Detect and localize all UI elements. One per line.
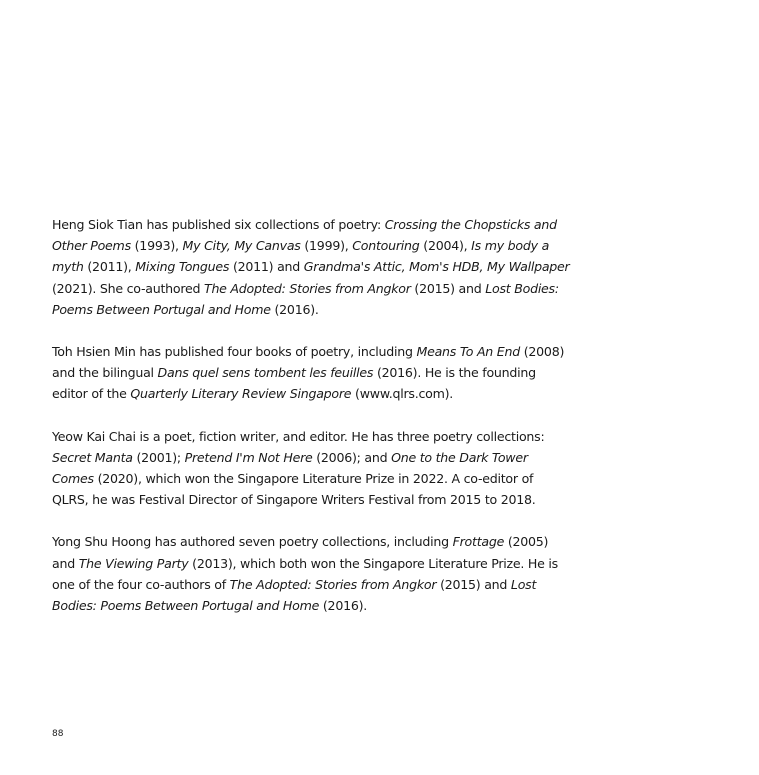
contributor-bio	[52, 341, 572, 405]
bio-text: (2015) and	[410, 280, 486, 296]
book-title: Contouring	[352, 238, 420, 254]
bio-text: (2015) and	[436, 576, 511, 592]
book-title: The Adopted: Stories from Angkor	[204, 280, 411, 296]
contributor-bio	[52, 426, 572, 511]
book-title: The Adopted: Stories from Angkor	[229, 576, 437, 592]
bio-text: Yeow Kai Chai is a poet, fiction writer, and editor. He has three poetry collections:	[52, 428, 545, 444]
bio-text: (2016). He is the founding editor of the	[52, 365, 536, 402]
bio-text: (2016).	[270, 301, 319, 317]
bio-text: (1993),	[130, 238, 183, 254]
book-title: Grandma's Attic, Mom's HDB, My Wallpaper	[303, 259, 570, 275]
book-title: The Viewing Party	[78, 555, 189, 571]
bio-text: Yong Shu Hoong has authored seven poetry collections, including	[52, 534, 453, 550]
book-title: Pretend I'm Not Here	[184, 449, 313, 465]
book-title: Dans quel sens tombent les feuilles	[157, 365, 374, 381]
book-title: Means To An End	[416, 344, 520, 360]
book-title: Lost Bodies: Poems Between Portugal and Home	[52, 280, 559, 317]
bio-text: (www.qlrs.com).	[351, 386, 454, 402]
bio-text: Heng Siok Tian has published six collections of poetry:	[52, 217, 385, 232]
bio-text: (2011) and	[229, 259, 304, 275]
bio-text: (2006); and	[312, 449, 392, 465]
bio-text: (2005) and	[52, 534, 549, 571]
contributor-bios	[52, 214, 572, 637]
bio-text: (2021). She co-authored	[52, 280, 204, 296]
bio-text: (2004),	[419, 238, 472, 254]
contributor-bio	[52, 531, 572, 616]
book-title: Lost Bodies: Poems Between Portugal and Home	[52, 576, 537, 614]
bio-text: (2016).	[319, 598, 368, 614]
bio-text: (2020), which won the Singapore Literature Prize in 2022. A co-editor of QLRS, he was Festival Director of Singapore Writers Festival from 2015 to 2018.	[52, 471, 536, 508]
book-title: Secret Manta	[52, 449, 133, 465]
book-title: Quarterly Literary Review Singapore	[130, 386, 352, 402]
book-title: Mixing Tongues	[135, 259, 230, 275]
bio-text: (2011),	[83, 259, 136, 275]
bio-text: (2013), which both won the Singapore Literature Prize. He is one of the four co-authors of	[52, 555, 558, 592]
book-title: My City, My Canvas	[182, 238, 301, 254]
bio-text: (1999),	[300, 238, 353, 254]
bio-text: (2008) and the bilingual	[52, 344, 565, 381]
bio-text: (2001);	[132, 449, 185, 465]
contributor-bio	[52, 214, 572, 320]
page-number: 88	[52, 729, 64, 739]
bio-text: Toh Hsien Min has published four books of poetry, including	[52, 344, 417, 360]
book-title: Crossing the Chopsticks and Other Poems	[52, 217, 557, 254]
book-title: Is my body a myth	[52, 238, 550, 275]
book-title: One to the Dark Tower Comes	[52, 449, 528, 487]
book-title: Frottage	[452, 534, 505, 550]
